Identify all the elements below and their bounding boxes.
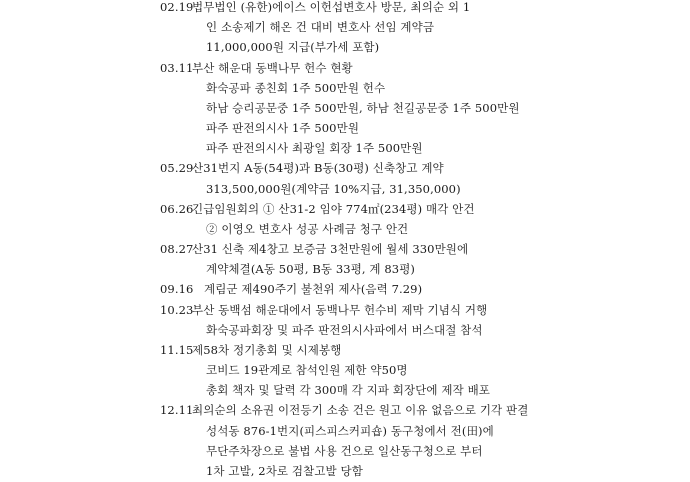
entry-date: 02.19 xyxy=(160,0,194,14)
entry-date: 12.11 xyxy=(160,403,194,418)
entry-text: 313,500,000원(계약금 10%지급, 31,350,000) xyxy=(206,181,461,196)
entry-text: 인 소송제기 해온 건 대비 변호사 선임 계약금 xyxy=(206,20,435,35)
entry-text: 성석동 876-1번지(피스피스커피숍) 동구청에서 전(田)에 xyxy=(206,423,494,438)
entry-text: 파주 판전의시사 1주 500만원 xyxy=(206,121,360,136)
entry-text: 부산 동백섬 해운대에서 동백나무 헌수비 제막 기념식 거행 xyxy=(192,302,488,317)
entry-text: 코비드 19관계로 참석인원 제한 약50명 xyxy=(206,363,408,378)
entry-text: 긴급임원회의 ① 산31-2 임야 774㎡(234평) 매각 안건 xyxy=(192,201,475,216)
entry-date: 11.15 xyxy=(160,342,194,357)
entry-date: 10.23 xyxy=(160,302,194,317)
entry-text: 산31 신축 제4창고 보증금 3천만원에 월세 330만원에 xyxy=(192,242,469,257)
entry-date: 05.29 xyxy=(160,161,194,176)
entry-date: 08.27 xyxy=(160,242,194,257)
entry-text: 총회 책자 및 달력 각 300매 각 지파 회장단에 제작 배포 xyxy=(206,383,490,398)
entry-text: 법무법인 (유한)에이스 이헌섭변호사 방문, 최의순 외 1 xyxy=(192,0,471,14)
entry-text: 계약체결(A동 50평, B동 33평, 계 83평) xyxy=(206,262,416,277)
entry-text: 계림군 제490주기 불천위 제사(음력 7.29) xyxy=(204,282,423,297)
entry-text: 산31번지 A동(54평)과 B동(30평) 신축창고 계약 xyxy=(192,161,444,176)
entry-date: 03.11 xyxy=(160,60,194,75)
entry-text: 1차 고발, 2차로 검찰고발 당함 xyxy=(206,464,363,478)
entry-text: 파주 판전의시사 최광일 회장 1주 500만원 xyxy=(206,141,423,156)
entry-text: 부산 해운대 동백나무 헌수 현황 xyxy=(192,60,353,75)
entry-date: 09.16 xyxy=(160,282,194,297)
entry-text: 화숙공파 종친회 1주 500만원 헌수 xyxy=(206,80,386,95)
entry-text: ② 이영오 변호사 성공 사례금 청구 안건 xyxy=(206,221,409,236)
entry-text: 화숙공파회장 및 파주 판전의시사파에서 버스대절 참석 xyxy=(206,322,483,337)
entry-text: 제58차 정기총회 및 시제봉행 xyxy=(192,342,342,357)
entry-text: 11,000,000원 지급(부가세 포함) xyxy=(206,40,380,55)
entry-date: 06.26 xyxy=(160,201,194,216)
entry-text: 무단주차장으로 불법 사용 건으로 일산동구청으로 부터 xyxy=(206,443,483,458)
entry-text: 하남 승리공문중 1주 500만원, 하남 천길공문중 1주 500만원 xyxy=(206,100,520,115)
entry-text: 최의순의 소유권 이전등기 소송 건은 원고 이유 없음으로 기각 판결 xyxy=(192,403,529,418)
